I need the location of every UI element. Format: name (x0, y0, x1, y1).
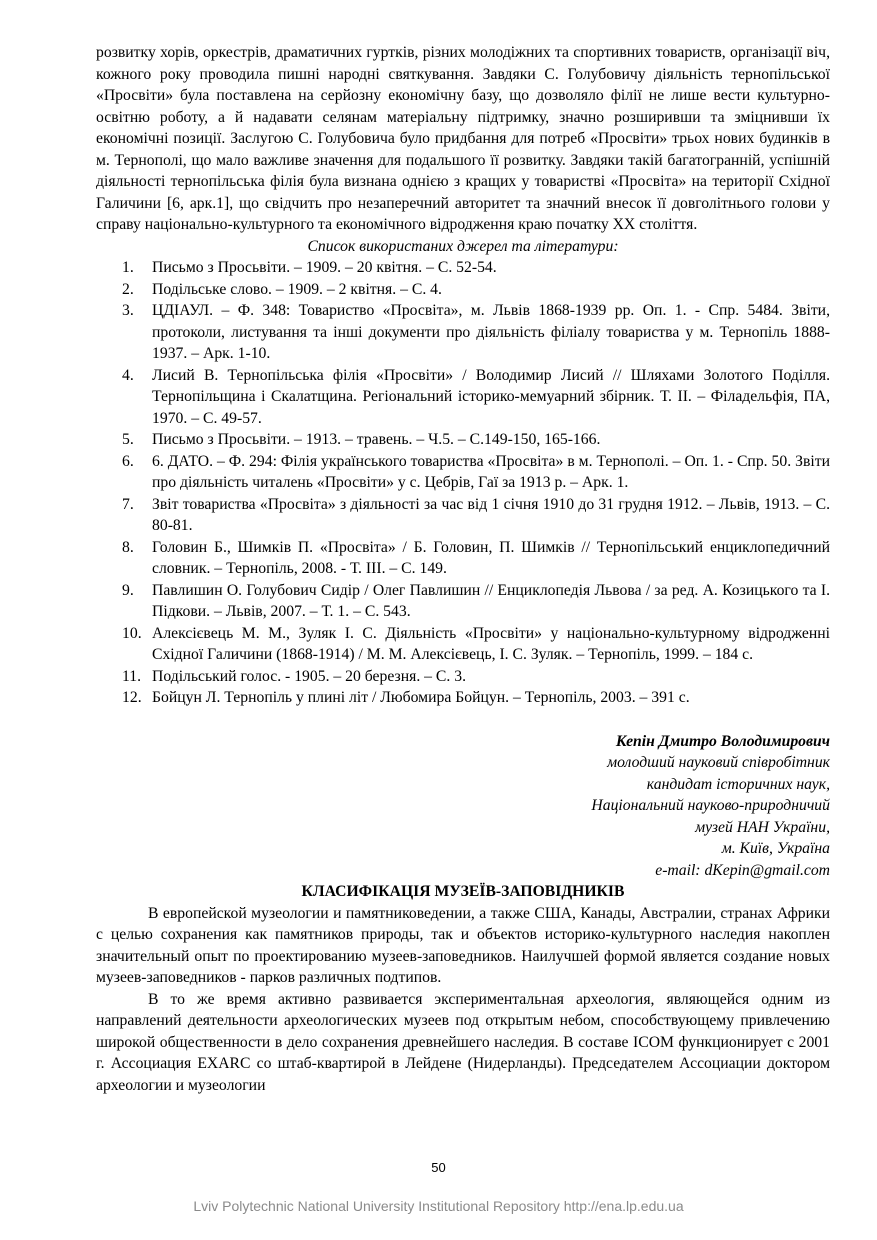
author-block (96, 731, 830, 882)
author-city: м. Київ, Україна (721, 840, 830, 857)
references-list (96, 257, 830, 709)
page-content (96, 42, 830, 1096)
reference-item: 6. 6. ДАТО. – Ф. 294: Філія українського товариства «Просвіта» в м. Тернополі. – Оп. 1. - Спр. 50. Звіти про діяльність читалень «Просвіти» у с. Цебрів, Гаї за 1913 р. – Арк. 1. (122, 452, 830, 491)
reference-item: 7. Звіт товариства «Просвіта» з діяльності за час від 1 січня 1910 до 31 грудня 1912. – Львів, 1913. – С. 80-81. (122, 495, 830, 534)
author-position: молодший науковий співробітник (607, 754, 830, 771)
author-name: Кепін Дмитро Володимирович (615, 732, 830, 750)
article-paragraph: В европейской музеологии и памятниковедении, а также США, Канады, Австралии, странах Африки с целью сохранения как памятников природы, так и объектов историко-культурного наследия накоплен значительный опыт по проектированию музеев-заповедников. Наилучшей формой является создание новых музеев-заповедников - парков различных подтипов. (96, 904, 830, 986)
reference-item: 3. ЦДІАУЛ. – Ф. 348: Товариство «Просвіта», м. Львів 1868-1939 рр. Оп. 1. - Спр. 5484. Звіти, протоколи, листування та інші документи про діяльність філіалу товариства у м. Тернопіль 1888-1937. – Арк. 1-10. (122, 302, 830, 362)
article-paragraph: В то же время активно развивается экспериментальная археология, являющейся одним из направлений деятельности археологических музеев под открытым небом, способствующему привлечению широкой общественности в дело сохранения древнейшего наследия. В составе ICOM функционирует с 2001 г. Ассоциация EXARC со штаб-квартирой в Лейдене (Нидерланды). Председателем Ассоциации доктором археологии и музеологии (96, 990, 830, 1094)
reference-item: 11. Подільський голос. - 1905. – 20 березня. – С. 3. (122, 667, 467, 685)
reference-item: 2. Подільське слово. – 1909. – 2 квітня. – С. 4. (122, 280, 442, 298)
intro-paragraph: розвитку хорів, оркестрів, драматичних гуртків, різних молодіжних та спортивних товариств, організації віч, кожного року проводила пишні народні святкування. Завдяки С. Голубовичу діяльність тернопільської «Просвіти» була поставлена на серйозну економічну базу, що дозволяло філії не лише вести культурно-освітню роботу, а й надавати селянам матеріальну підтримку, значно розширивши та зміцнивши їх економічні позиції. Заслугою С. Голубовича було придбання для потреб «Просвіти» трьох нових будинків в м. Тернополі, що мало важливе значення для подальшого її розвитку. Завдяки такій багатогранній, успішній діяльності тернопільська філія була визнана однією з кращих у товаристві «Просвіта» на території Східної Галичини [6, арк.1], що свідчить про незаперечний авторитет та значний внесок її довголітнього голови у справу національно-культурного та економічного відродження краю початку ХХ століття. (96, 44, 830, 233)
reference-item: 12. Бойцун Л. Тернопіль у плині літ / Любомира Бойцун. – Тернопіль, 2003. – 391 с. (122, 689, 690, 706)
author-institution: Національний науково-природничий (591, 797, 830, 814)
reference-item: 10. Алексієвець М. М., Зуляк І. С. Діяльність «Просвіти» у національно-культурному відродженні Східної Галичини (1868-1914) / М. М. Алексієвець, І. С. Зуляк. – Тернопіль, 1999. – 184 с. (122, 624, 830, 663)
references-title: Список використаних джерел та літератури: (307, 237, 619, 255)
article-title: КЛАСИФІКАЦІЯ МУЗЕЇВ-ЗАПОВІДНИКІВ (301, 883, 625, 900)
reference-item: 5. Письмо з Просьвіти. – 1913. – травень. – Ч.5. – С.149-150, 165-166. (122, 431, 601, 448)
reference-item: 1. Письмо з Просьвіти. – 1909. – 20 квітня. – С. 52-54. (122, 259, 497, 276)
author-email: e-mail: dKepin@gmail.com (655, 861, 830, 879)
author-institution-line2: музей НАН України, (695, 818, 830, 836)
repository-footer: Lviv Polytechnic National University Institutional Repository http://ena.lp.edu.ua (193, 1198, 684, 1214)
reference-item: 8. Головин Б., Шимків П. «Просвіта» / Б. Головин, П. Шимків // Тернопільський енциклопедичний словник. – Тернопіль, 2008. - Т. ІІІ. – С. 149. (122, 538, 830, 577)
page-number: 50 (431, 1160, 446, 1175)
reference-item: 9. Павлишин О. Голубович Сидір / Олег Павлишин // Енциклопедія Львова / за ред. А. Козицького та І. Підкови. – Львів, 2007. – Т. 1. – С. 543. (122, 581, 830, 620)
author-degree: кандидат історичних наук, (646, 775, 830, 793)
reference-item: 4. Лисий В. Тернопільська філія «Просвіти» / Володимир Лисий // Шляхами Золотого Поділля. Тернопільщина і Скалатщина. Регіональний історико-мемуарний збірник. Т. ІІ. – Філадельфія, ПА, 1970. – С. 49-57. (122, 366, 830, 427)
